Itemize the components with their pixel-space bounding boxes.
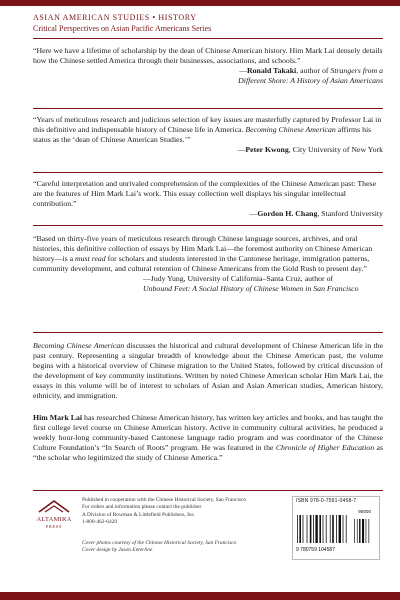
series-subtitle: Critical Perspectives on Asian Pacific Americans Series	[33, 24, 212, 33]
quote-text: “Careful interpretation and unrivaled comprehension of the complexities of the Chinese American past: These are the features of Him Mark Lai’s work. This essay collection well displays his singular intellectual contribution.”	[33, 179, 377, 209]
pub-phone: 1-800-462-6420	[82, 519, 118, 526]
quote-book: Strangers from a	[330, 66, 383, 76]
quote-attribution	[33, 274, 383, 284]
barcode-bar	[303, 515, 304, 543]
book-title: Becoming Chinese American	[33, 341, 125, 350]
bio-text: has researched Chinese American history, has written key articles and books, and has taught the first college level course on Chinese American history. Active in community cultural activities, he produced a weekly hour-long community-based Cantonese language radio program and was coordinator of the Chinese Culture Foundation’s “In Search of Roots” program. He was featured in the	[33, 413, 383, 453]
author-bio	[33, 413, 383, 463]
barcode-bar	[326, 515, 327, 543]
bio-text: as “the scholar who legitimized the study of Chinese America.”	[33, 443, 383, 463]
barcode-number: 9 780759 104587	[296, 547, 335, 553]
logo-text: ALTAMIRA	[36, 516, 72, 523]
quote-affiliation: , City University of New York	[288, 145, 383, 155]
quote-text: “Here we have a lifetime of scholarship by the dean of Chinese American history. Him Mark Lai densely details how the Chinese settled America through their businesses, associations, and schools.”	[33, 46, 383, 66]
quote-text-part: “Years of meticulous research and judicious selection of key issues are masterfully captured by Professor Lai in this definitive and indispensable history of Chinese life in America.	[33, 115, 382, 135]
bio-paragraph	[33, 413, 383, 463]
quote-chang	[33, 179, 383, 219]
description-text: discusses the historical and cultural development of Chinese American life in the past century. Representing a singular breadth of knowledge about the Chinese American past, the volume begins with a historical overview of Chinese migration to the United States, followed by critical discussion of the development of key community institutions. Written by noted Chinese American scholar Him Mark Lai, the essays in this volume will be of interest to scholars of Asian and Asian American studies, American history, ethnicity, and immigration.	[33, 341, 383, 401]
barcode-bar	[332, 515, 334, 543]
series-header	[33, 12, 383, 34]
barcode-bar	[319, 515, 321, 543]
quote-affiliation: , Stanford University	[317, 209, 383, 219]
pub-line: A Division of Rowman & Littlefield Publishers, Inc.	[82, 511, 196, 518]
credit-line: Cover design by Jason Enterline	[82, 547, 153, 554]
divider	[33, 172, 383, 173]
quote-attribution	[33, 66, 383, 76]
logo-sub: PRESS	[45, 524, 63, 529]
quote-text-part: for scholars and students interested in the Cantonese heritage, immigration patterns, community development, and cultural retention of Chinese Americans from the Gold Rush to present day.”	[33, 254, 370, 274]
barcode-bar	[357, 519, 358, 543]
quote-attribution	[33, 145, 383, 155]
series-title: ASIAN AMERICAN STUDIES • HISTORY	[33, 13, 197, 22]
barcode-bar	[346, 515, 347, 543]
quote-takaki	[33, 46, 383, 86]
author-name: Him Mark Lai	[33, 413, 83, 422]
quote-affiliation: , University of California–Santa Cruz, author of	[183, 274, 334, 284]
pub-line: For orders and information please contact the publisher	[82, 504, 202, 511]
barcode-bar	[315, 515, 317, 543]
quote-text	[33, 115, 383, 145]
divider	[33, 38, 383, 39]
top-accent-bar	[0, 0, 400, 6]
quote-text-part: affirms his status as the ‘dean of Chinese American Studies.’”	[33, 125, 372, 145]
pub-line: Published in cooperation with the Chinese Historical Society, San Francisco	[82, 497, 247, 503]
dash: —	[237, 145, 246, 155]
barcode-bar	[299, 515, 301, 543]
publisher-logo	[33, 498, 75, 530]
barcode-bar	[297, 515, 298, 543]
barcode-bar	[339, 515, 341, 543]
barcode-bar	[359, 519, 360, 543]
quote-author: Judy Yung	[150, 274, 184, 284]
quote-book-title: Becoming Chinese American	[245, 125, 336, 135]
barcode-bar	[313, 515, 314, 543]
divider	[33, 490, 383, 491]
dash: —	[239, 66, 248, 76]
barcode-bar	[369, 519, 370, 543]
barcode-bar	[354, 519, 355, 543]
dash: —	[249, 209, 258, 219]
barcode-bar	[362, 519, 364, 543]
quote-kwong	[33, 115, 383, 155]
divider	[33, 225, 383, 226]
divider	[33, 332, 383, 333]
quote-author: Peter Kwong	[245, 145, 289, 155]
quote-text-part: “Based on thirty-five years of meticulous research through Chinese language sources, archives, and oral histories, this definitive collection of essays by Him Mark Lai—the foremost authority on Chinese American history—is a	[33, 234, 373, 264]
bottom-accent-bar	[0, 592, 400, 600]
isbn-label: ISBN 978-0-7591-0458-7	[296, 498, 357, 504]
book-description	[33, 341, 383, 402]
credit-line: Cover photos courtesy of the Chinese Historical Society, San Francisco	[82, 540, 237, 546]
quote-text	[33, 234, 383, 274]
quote-yung	[33, 234, 383, 295]
barcode-bar	[307, 515, 308, 543]
price-code: 90000	[358, 509, 371, 514]
quote-book: Unbound Feet: A Social History of Chinese Women in San Francisco	[143, 284, 359, 294]
barcode-icon	[296, 507, 374, 545]
barcode-bar	[310, 515, 312, 543]
journal-name: Chronicle of Higher Education	[275, 443, 375, 453]
quote-author: Gordon H. Chang	[257, 209, 318, 219]
barcode-bar	[343, 515, 344, 543]
divider	[33, 108, 383, 109]
description-paragraph	[33, 341, 383, 402]
dash: —	[143, 274, 151, 284]
barcode-bar	[366, 519, 367, 543]
quote-affiliation: , author of	[296, 66, 331, 76]
quote-attribution	[33, 209, 383, 219]
publisher-info	[82, 497, 282, 527]
quote-book-line2: Different Shore: A History of Asian Americans	[238, 76, 383, 86]
cover-credits	[82, 540, 282, 554]
barcode-bar	[330, 515, 331, 543]
quote-emphasis: must read	[75, 254, 106, 264]
barcode-bar	[323, 515, 324, 543]
barcode-bar	[336, 515, 337, 543]
quote-author: Ronald Takaki	[247, 66, 297, 76]
